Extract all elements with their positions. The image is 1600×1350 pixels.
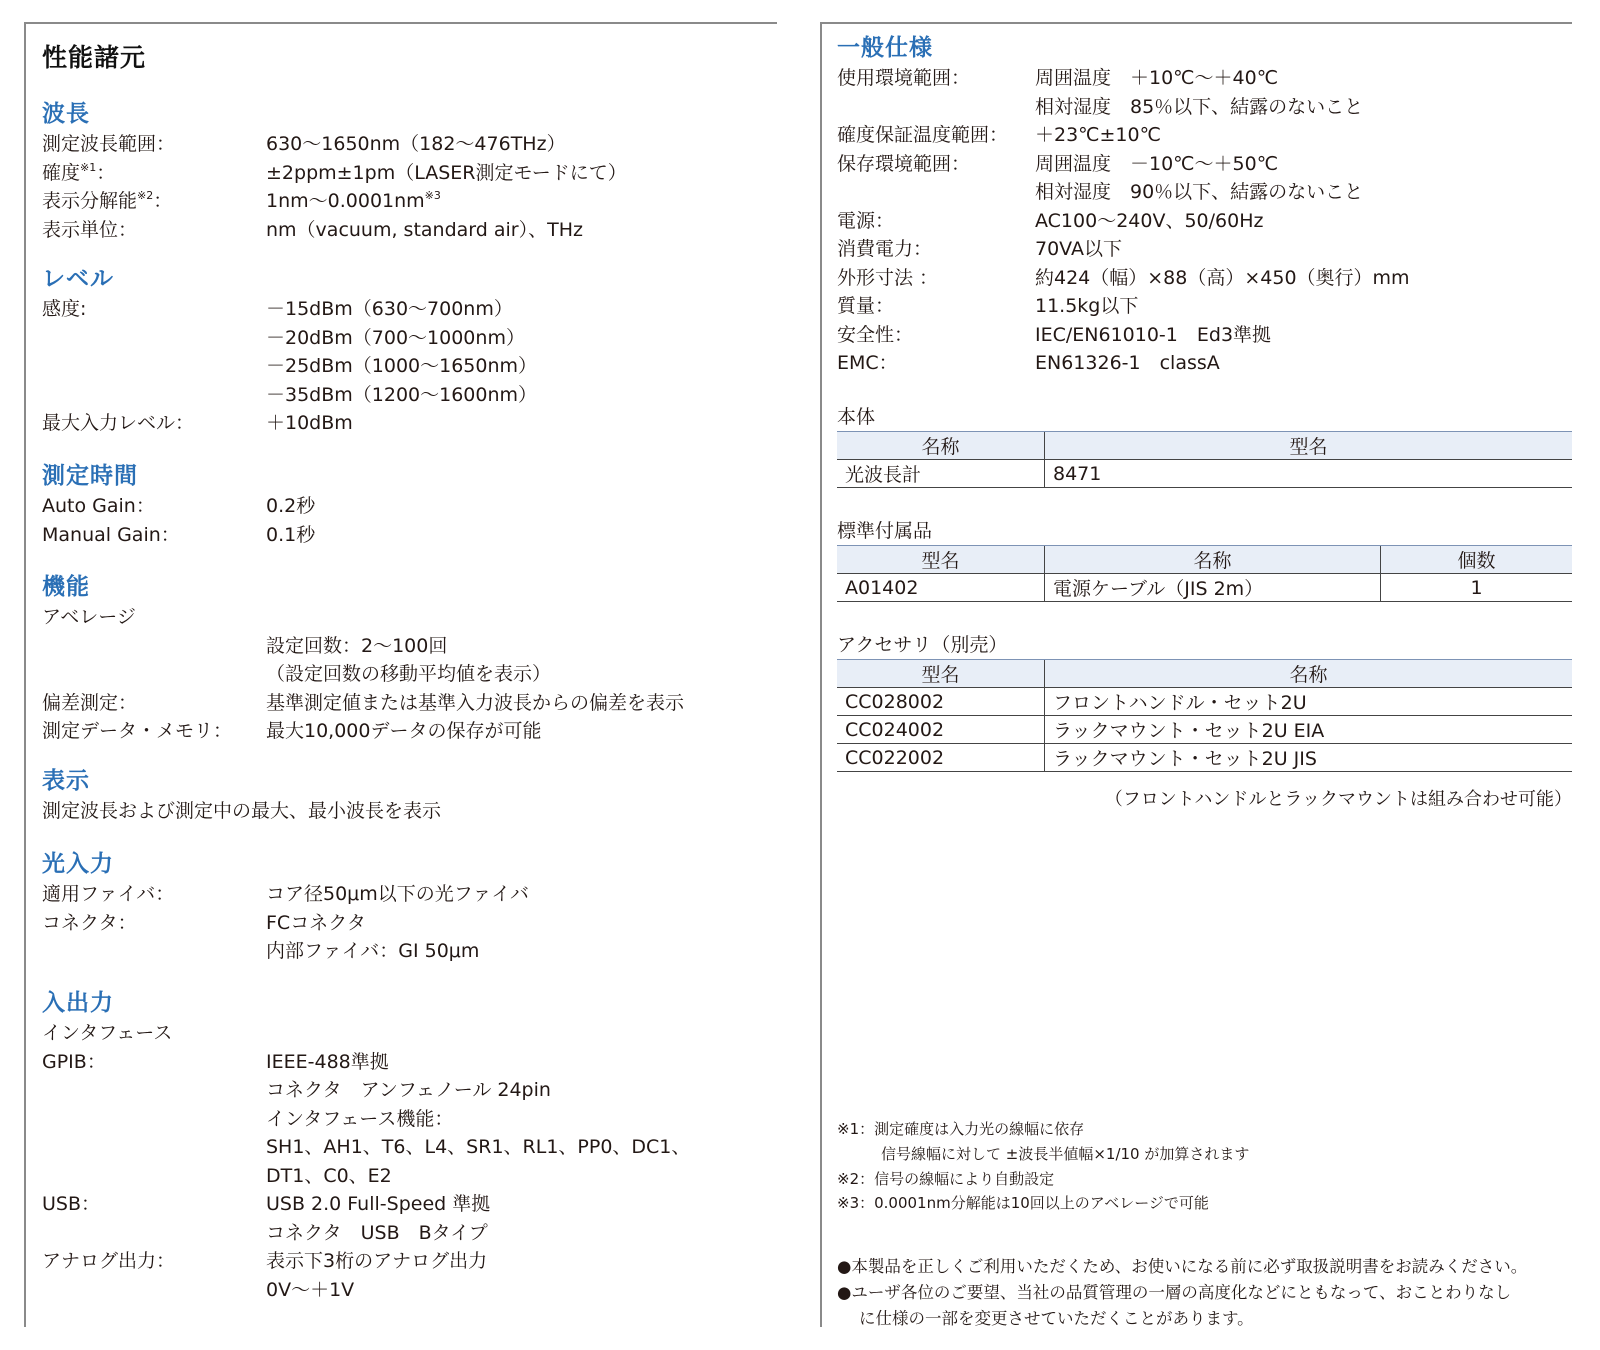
table-title: 本体: [837, 406, 876, 428]
footnote-mark: ※2: [137, 189, 154, 202]
spec-value: 表示下3桁のアナログ出力: [266, 1250, 488, 1272]
column-header: 個数: [1381, 546, 1573, 574]
spec-label: 消費電力：: [837, 238, 933, 260]
column-header: 型名: [837, 546, 1045, 574]
spec-label: 電源：: [837, 209, 895, 232]
table-cell: 8471: [1045, 460, 1573, 488]
spec-label: 使用環境範囲：: [837, 67, 971, 89]
table-cell: ラックマウント・セット2U JIS: [1045, 744, 1573, 772]
spec-value: USB 2.0 Full-Speed 準拠: [266, 1193, 491, 1215]
notice: ●ユーザ各位のご要望、当社の品質管理の一層の高度化などにともなって、おことわりなし: [837, 1283, 1512, 1302]
spec-value: コネクタ アンフェノール 24pin: [266, 1079, 551, 1101]
table-header-row: [837, 660, 1572, 688]
spec-row: [42, 324, 782, 353]
spec-row: [837, 64, 1572, 93]
spec-value: インタフェース機能：: [266, 1107, 454, 1130]
spec-value: 630～1650nm（182～476THz）: [266, 133, 566, 155]
footnote-mark: ※1: [80, 160, 97, 174]
spec-row: [42, 130, 782, 159]
notice: に仕様の一部を変更させていただくことがあります。: [859, 1309, 1254, 1328]
notice: ●本製品を正しくご利用いただくため、お使いになる前に必ず取扱説明書をお読みください。: [837, 1257, 1528, 1276]
footnote: ※1：測定確度は入力光の線幅に依存: [837, 1120, 1085, 1138]
main-unit-table: [837, 431, 1572, 488]
spec-label: GPIB：: [42, 1050, 106, 1073]
spec-label: 測定波長範囲：: [42, 133, 176, 155]
right-top-rule: [820, 22, 1572, 24]
column-header: 名称: [1045, 546, 1381, 574]
spec-value: コア径50μm以下の光ファイバ: [266, 883, 530, 905]
table-row: [837, 688, 1572, 716]
spec-row: [42, 187, 782, 216]
spec-label: 質量：: [837, 295, 895, 317]
table-cell: ラックマウント・セット2U EIA: [1045, 716, 1573, 744]
spec-row: [42, 1276, 782, 1305]
spec-value: 相対湿度 90％以下、結露のないこと: [1035, 181, 1364, 203]
table-cell: CC024002: [837, 716, 1045, 744]
spec-label: 表示単位：: [42, 218, 138, 241]
spec-label: 測定データ・メモリ：: [42, 720, 233, 742]
spec-row: [42, 159, 782, 188]
section-optical-input: [42, 848, 782, 966]
spec-text: 測定波長および測定中の最大、最小波長を表示: [42, 800, 442, 822]
section-title: 表示: [42, 768, 90, 794]
spec-value: IEC/EN61010-1 Ed3準拠: [1035, 323, 1272, 346]
spec-row: [42, 409, 782, 438]
section-functions: [42, 571, 782, 746]
spec-row: [42, 660, 782, 689]
spec-value: 基準測定値または基準入力波長からの偏差を表示: [266, 691, 685, 714]
table-cell: 1: [1381, 574, 1573, 602]
spec-value: SH1、AH1、T6、L4、SR1、RL1、PP0、DC1、: [266, 1136, 691, 1158]
section-title: 一般仕様: [837, 35, 933, 61]
spec-row: [837, 178, 1572, 207]
label-text: 確度: [42, 161, 81, 184]
section-wavelength: [42, 98, 782, 244]
spec-value: 周囲温度 ＋10℃～＋40℃: [1035, 67, 1279, 89]
spec-label: アナログ出力：: [42, 1250, 176, 1272]
spec-value: ±2ppm±1pm（LASER測定モードにて）: [266, 161, 627, 184]
spec-row: [42, 689, 782, 718]
spec-value: EN61326-1 classA: [1035, 352, 1220, 374]
spec-row: [42, 909, 782, 938]
table-cell: 電源ケーブル（JIS 2m）: [1045, 574, 1381, 602]
section-title: 機能: [42, 574, 90, 600]
spec-label: コネクタ：: [42, 911, 137, 934]
table-row: [837, 744, 1572, 772]
spec-value: ＋10dBm: [266, 412, 353, 434]
spec-row: [837, 264, 1572, 293]
spec-row: [42, 1190, 782, 1219]
column-header: 名称: [837, 432, 1045, 460]
table-row: [837, 460, 1572, 488]
spec-row: [42, 352, 782, 381]
spec-row: [42, 492, 782, 521]
spec-value: 内部ファイバ：GI 50μm: [266, 940, 480, 962]
spec-label: EMC：: [837, 352, 898, 374]
column-header: 型名: [837, 660, 1045, 688]
spec-value: IEEE-488準拠: [266, 1050, 389, 1073]
spec-row: [42, 1162, 782, 1191]
spec-value: nm（vacuum, standard air）、THz: [266, 218, 583, 241]
spec-row: [42, 880, 782, 909]
spec-label: インタフェース: [42, 1022, 173, 1044]
footnote: ※2：信号の線幅により自動設定: [837, 1170, 1055, 1188]
spec-row: [837, 150, 1572, 179]
left-top-rule: [24, 22, 777, 24]
table-cell: CC028002: [837, 688, 1045, 716]
spec-row: [42, 216, 782, 245]
spec-label: 感度:: [42, 298, 87, 320]
spec-row: [42, 1133, 782, 1162]
spec-label: 確度保証温度範囲：: [837, 124, 1009, 146]
section-level: [42, 263, 782, 438]
column-header: 名称: [1045, 660, 1573, 688]
spec-row: [42, 295, 782, 324]
spec-row: [42, 797, 782, 826]
spec-row: [42, 1076, 782, 1105]
spec-row: [837, 121, 1572, 150]
footnote-mark: ※3: [424, 189, 441, 202]
spec-value: コネクタ USB Bタイプ: [266, 1221, 488, 1244]
spec-label: USB：: [42, 1193, 101, 1215]
spec-label: Auto Gain：: [42, 495, 155, 517]
spec-row: [42, 1247, 782, 1276]
spec-label: Manual Gain：: [42, 523, 180, 546]
spec-row: [42, 937, 782, 966]
spec-value: －35dBm（1200～1600nm）: [266, 383, 538, 406]
spec-row: [42, 717, 782, 746]
table-cell: フロントハンドル・セット2U: [1045, 688, 1573, 716]
spec-value: [266, 187, 441, 216]
spec-value: 0.2秒: [266, 495, 316, 517]
page-title: 性能諸元: [42, 43, 147, 72]
standard-accessories-table: [837, 545, 1572, 602]
value-text: 1nm～0.0001nm: [266, 190, 425, 212]
spec-row: [837, 235, 1572, 264]
spec-label: 最大入力レベル：: [42, 412, 195, 434]
spec-label: 確度$^{※1}$：: [42, 160, 116, 184]
table-title: 標準付属品: [837, 520, 933, 542]
right-border: [820, 22, 822, 1327]
spec-row: [42, 603, 782, 632]
section-title: 測定時間: [42, 463, 138, 489]
spec-value: （設定回数の移動平均値を表示）: [266, 663, 552, 685]
table-header-row: [837, 546, 1572, 574]
options-note: （フロントハンドルとラックマウントは組み合わせ可能）: [1104, 789, 1572, 810]
table-title: アクセサリ（別売）: [837, 634, 1008, 656]
spec-value: DT1、C0、E2: [266, 1164, 392, 1187]
spec-label: 適用ファイバ：: [42, 883, 175, 905]
section-title: 波長: [42, 101, 90, 127]
spec-row: [42, 381, 782, 410]
spec-row: [42, 632, 782, 661]
footnote: 信号線幅に対して ±波長半値幅×1/10 が加算されます: [881, 1145, 1250, 1163]
spec-value: 約424（幅）×88（高）×450（奥行）mm: [1035, 266, 1410, 289]
spec-value: 最大10,000データの保存が可能: [266, 720, 542, 742]
spec-value: 11.5kg以下: [1035, 295, 1139, 317]
spec-row: [42, 521, 782, 550]
section-display: [42, 765, 782, 826]
spec-value: 周囲温度 －10℃～＋50℃: [1035, 152, 1279, 175]
options-table: [837, 659, 1572, 772]
footnote: ※3：0.0001nm分解能は10回以上のアベレージで可能: [837, 1194, 1209, 1212]
spec-label: 外形寸法 ：: [837, 266, 939, 289]
spec-value: 0V～＋1V: [266, 1278, 355, 1301]
spec-value: 相対湿度 85％以下、結露のないこと: [1035, 95, 1364, 118]
spec-row: [42, 1048, 782, 1077]
column-header: 型名: [1045, 432, 1573, 460]
spec-row: [42, 1219, 782, 1248]
spec-value: －25dBm（1000～1650nm）: [266, 355, 538, 377]
section-io: [42, 987, 782, 1304]
table-row: [837, 716, 1572, 744]
table-cell: CC022002: [837, 744, 1045, 772]
spec-value: AC100～240V、50/60Hz: [1035, 209, 1264, 232]
table-cell: A01402: [837, 574, 1045, 602]
spec-value: 設定回数：2～100回: [266, 634, 448, 657]
spec-row: [837, 292, 1572, 321]
spec-label: 保存環境範囲：: [837, 152, 971, 175]
spec-value: ＋23℃±10℃: [1035, 124, 1161, 146]
table-cell: 光波長計: [837, 460, 1045, 488]
spec-label: 表示分解能$^{※2}$：: [42, 189, 173, 212]
spec-row: [837, 349, 1572, 378]
spec-value: FCコネクタ: [266, 911, 366, 934]
table-header-row: [837, 432, 1572, 460]
spec-value: －15dBm（630～700nm）: [266, 298, 513, 320]
spec-value: 0.1秒: [266, 523, 316, 546]
section-general: [837, 32, 1572, 378]
spec-row: [42, 1019, 782, 1048]
left-border: [24, 22, 26, 1327]
spec-label: 偏差測定：: [42, 691, 138, 714]
section-title: 入出力: [42, 990, 114, 1016]
section-measure-time: [42, 460, 782, 549]
spec-value: 70VA以下: [1035, 238, 1122, 260]
section-title: レベル: [42, 266, 114, 292]
table-row: [837, 574, 1572, 602]
spec-label: 安全性：: [837, 323, 914, 346]
spec-row: [42, 1105, 782, 1134]
spec-label: アベレージ: [42, 606, 136, 628]
label-text: 表示分解能: [42, 190, 138, 212]
spec-row: [837, 321, 1572, 350]
spec-row: [837, 93, 1572, 122]
spec-row: [837, 207, 1572, 236]
section-title: 光入力: [42, 851, 114, 877]
spec-value: －20dBm（700～1000nm）: [266, 326, 525, 349]
